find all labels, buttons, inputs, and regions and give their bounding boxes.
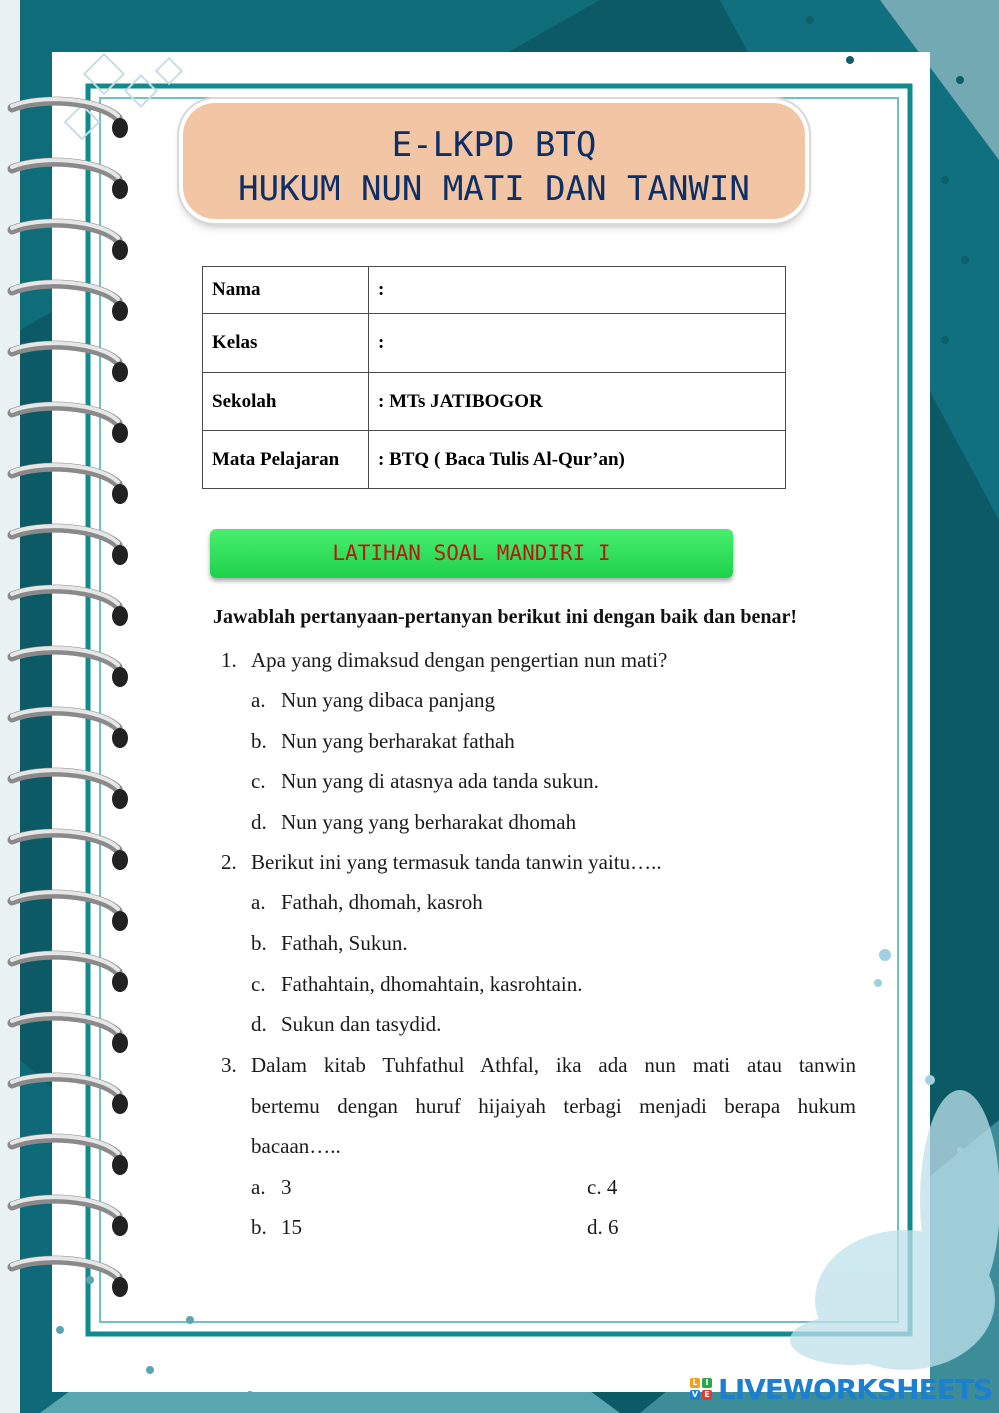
- value-sekolah: : MTs JATIBOGOR: [369, 373, 786, 431]
- value-nama[interactable]: :: [369, 267, 786, 314]
- q1-option-c-letter: c.: [251, 769, 266, 793]
- q2-option-c[interactable]: Fathahtain, dhomahtain, kasrohtain.: [281, 972, 583, 996]
- q2-option-b[interactable]: Fathah, Sukun.: [281, 931, 408, 955]
- identity-table: [202, 266, 786, 489]
- question-3-line-2: bertemu dengan huruf hijaiyah terbagi menjadi berapa hukum: [251, 1094, 856, 1118]
- label-nama: Nama: [203, 267, 369, 314]
- q2-option-a-letter: a.: [251, 890, 266, 914]
- title-box: [183, 103, 805, 219]
- table-row: [203, 373, 786, 431]
- q3-option-b[interactable]: 15: [281, 1215, 302, 1239]
- q1-option-a-letter: a.: [251, 688, 266, 712]
- value-kelas[interactable]: :: [369, 314, 786, 373]
- q3-option-b-letter: b.: [251, 1215, 267, 1239]
- question-1-text: Apa yang dimaksud dengan pengertian nun mati?: [251, 648, 668, 672]
- q3-option-d[interactable]: d. 6: [587, 1215, 619, 1239]
- table-row: [203, 431, 786, 489]
- q3-option-c[interactable]: c. 4: [587, 1175, 618, 1199]
- label-kelas: Kelas: [203, 314, 369, 373]
- q2-option-d-letter: d.: [251, 1012, 267, 1036]
- label-mata-pelajaran: Mata Pelajaran: [203, 431, 369, 489]
- q2-option-b-letter: b.: [251, 931, 267, 955]
- table-row: [203, 314, 786, 373]
- q1-option-c[interactable]: Nun yang di atasnya ada tanda sukun.: [281, 769, 599, 793]
- section-banner: LATIHAN SOAL MANDIRI I: [210, 529, 733, 578]
- liveworksheets-brand: LIVEWORKSHEETS: [718, 1372, 993, 1406]
- q3-option-a[interactable]: 3: [281, 1175, 292, 1199]
- q2-option-a[interactable]: Fathah, dhomah, kasroh: [281, 890, 483, 914]
- label-sekolah: Sekolah: [203, 373, 369, 431]
- q2-option-c-letter: c.: [251, 972, 266, 996]
- value-mata-pelajaran: : BTQ ( Baca Tulis Al-Qur’an): [369, 431, 786, 489]
- liveworksheets-logo[interactable]: [690, 1374, 992, 1404]
- instruction-text: Jawablah pertanyaan-pertanyan berikut ini dengan baik dan benar!: [213, 606, 798, 628]
- table-row: [203, 267, 786, 314]
- q2-option-d[interactable]: Sukun dan tasydid.: [281, 1012, 442, 1036]
- title-line-2: HUKUM NUN MATI DAN TANWIN: [238, 169, 750, 209]
- q3-option-a-letter: a.: [251, 1175, 266, 1199]
- question-2-number: 2.: [221, 850, 237, 874]
- question-3-number: 3.: [221, 1053, 237, 1077]
- q1-option-b-letter: b.: [251, 729, 267, 753]
- q1-option-b[interactable]: Nun yang berharakat fathah: [281, 729, 515, 753]
- liveworksheets-logo-icon: L I V E: [690, 1378, 712, 1400]
- q1-option-a[interactable]: Nun yang dibaca panjang: [281, 688, 496, 712]
- q1-option-d[interactable]: Nun yang yang berharakat dhomah: [281, 810, 577, 834]
- question-3-line-3: bacaan…..: [251, 1134, 341, 1158]
- q1-option-d-letter: d.: [251, 810, 267, 834]
- question-3-line-1: Dalam kitab Tuhfathul Athfal, ika ada nun mati atau tanwin: [251, 1053, 856, 1077]
- question-2-text: Berikut ini yang termasuk tanda tanwin yaitu…..: [251, 850, 662, 874]
- title-line-1: E-LKPD BTQ: [391, 125, 597, 165]
- question-1-number: 1.: [221, 648, 237, 672]
